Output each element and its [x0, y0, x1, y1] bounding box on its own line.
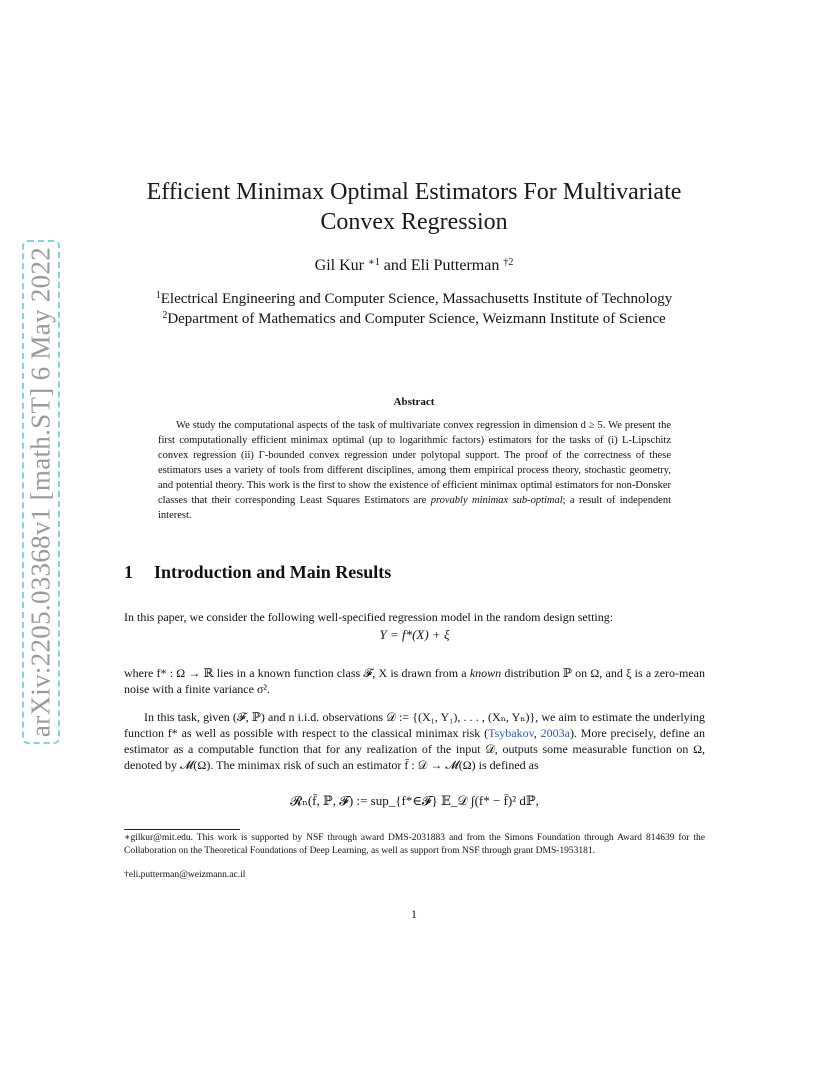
footnote-1: ∗gilkur@mit.edu. This work is supported by NSF through award DMS-2031883 and from the Simons Foundation through Award 814639 for the Collaboration on the Theoretical Foundations of Deep Learning, as well as support from NSF through grant DMS-1953181.	[124, 833, 705, 856]
footnote-rule	[124, 829, 240, 830]
affiliation-1-mark: 1	[155, 290, 161, 301]
affiliation-1-text: Electrical Engineering and Computer Science, Massachusetts Institute of Technology	[160, 291, 673, 307]
title-line-2: Convex Regression	[320, 209, 508, 235]
author-putterman: Eli Putterman	[410, 257, 500, 274]
page-number: 1	[411, 907, 417, 921]
affiliation-2-mark: 2	[162, 310, 168, 321]
author-list	[100, 256, 728, 276]
arxiv-identifier-stamp	[22, 240, 60, 744]
setup-emphasis: known	[469, 666, 502, 680]
paragraph-model: In this paper, we consider the following well-specified regression model in the random design setting:	[124, 610, 614, 624]
footnote-2: †eli.putterman@weizmann.ac.il	[124, 870, 246, 880]
author-kur-mark: ∗1	[367, 257, 380, 268]
affiliation-1	[100, 289, 728, 309]
equation-model: Y = f*(X) + ξ	[379, 627, 450, 642]
abstract-body	[158, 418, 671, 523]
task-text-b: ). More precisely, define an estimator as a computable function that for any realization of the input 𝒟, outputs some measurable function on Ω, denoted by 𝓜(Ω). The minimax risk of such an estimator f̄ : 𝒟 → 𝓜(Ω) is defined as	[124, 726, 705, 772]
equation-minimax-risk: 𝓡ₙ(f̄, ℙ, 𝓕) := sup_{f*∈𝓕} 𝔼_𝒟 ∫(f* − f̄)² dℙ,	[290, 793, 539, 808]
affiliations	[100, 289, 728, 329]
section-number: 1	[124, 562, 133, 582]
title-line-1: Efficient Minimax Optimal Estimators For Multivariate	[146, 179, 682, 205]
task-text-a: In this task, given (𝓕, ℙ) and n i.i.d. observations 𝒟 := {(X₁, Y₁), . . . , (Xₙ, Yₙ)}, we aim to estimate the underlying function f* as well as possible with respect to the classical minimax risk (	[124, 710, 705, 740]
abstract-emphasis: provably minimax sub-optimal	[430, 495, 563, 506]
abstract-text-a: We study the computational aspects of the task of multivariate convex regression in dimension d ≥ 5. We present the first computationally efficient minimax optimal (up to logarithmic factors) estimators for the tasks of (i) L-Lipschitz convex regression (ii) Γ-bounded convex regression under polytopal support. The proof of the correctness of these estimators uses a variety of tools from different disciplines, among them empirical process theory, stochastic geometry, and potential theory. This work is the first to show the existence of efficient minimax optimal estimators for non-Donsker classes that their corresponding Least Squares Estimators are	[158, 420, 671, 506]
affiliation-2-text: Department of Mathematics and Computer Science, Weizmann Institute of Science	[167, 311, 666, 327]
affiliation-2	[100, 309, 728, 329]
citation-year-link[interactable]: 2003a	[540, 726, 570, 740]
paragraph-setup	[124, 665, 705, 697]
section-heading	[124, 562, 391, 583]
arxiv-identifier: arXiv:2205.03368v1 [math.ST] 6 May 2022	[25, 246, 56, 738]
author-kur: Gil Kur	[314, 257, 364, 274]
paragraph-task	[124, 709, 705, 773]
author-separator: and	[379, 257, 411, 274]
citation-tsybakov-link[interactable]: Tsybakov	[488, 726, 534, 740]
setup-text-b: distribution ℙ on Ω, and ξ is a zero-mean noise with a finite variance σ².	[124, 666, 705, 696]
abstract-heading: Abstract	[393, 396, 435, 408]
paper-title	[100, 177, 728, 237]
section-title: Introduction and Main Results	[154, 562, 392, 582]
abstract-text-b: ; a result of independent interest.	[158, 495, 672, 521]
citation-separator: ,	[533, 726, 541, 740]
setup-text-a: where f* : Ω → ℝ lies in a known function class 𝓕, X is drawn from a	[124, 666, 470, 680]
author-putterman-mark: †2	[503, 257, 514, 268]
